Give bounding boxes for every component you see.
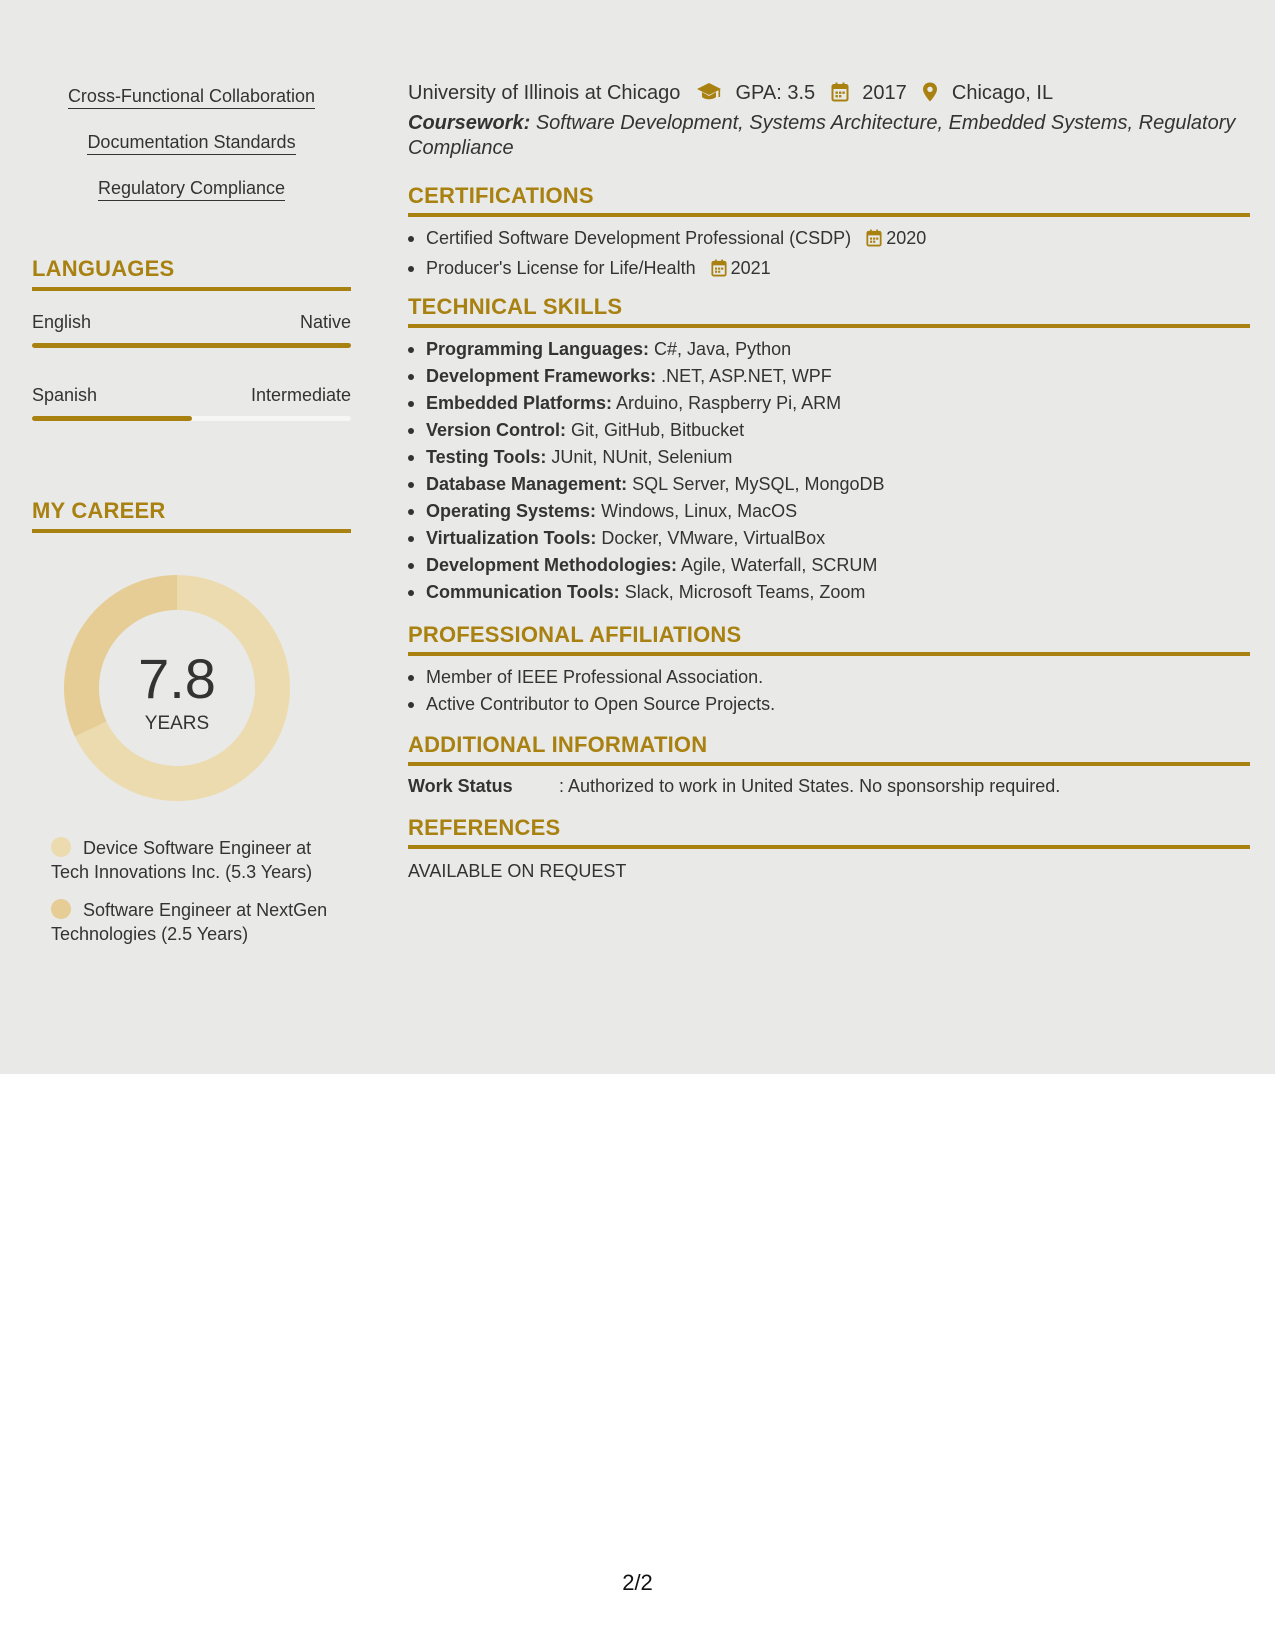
affiliation-item: Member of IEEE Professional Association. [408, 664, 1250, 691]
language-row [32, 311, 351, 348]
technical-skill-value: SQL Server, MySQL, MongoDB [632, 474, 885, 494]
technical-skill-value: Arduino, Raspberry Pi, ARM [616, 393, 842, 413]
affiliations-section [408, 622, 1250, 718]
affiliation-item: Active Contributor to Open Source Projects. [408, 691, 1250, 718]
career-total-unit: YEARS [144, 713, 210, 734]
legend-dot [51, 899, 71, 919]
language-row [32, 384, 351, 421]
technical-skill-label: Operating Systems: [426, 501, 597, 521]
technical-skill-item [408, 552, 1250, 579]
technical-skill-label: Testing Tools: [426, 447, 547, 467]
graduation-year: 2017 [862, 82, 907, 104]
affiliations-heading: PROFESSIONAL AFFILIATIONS [408, 622, 1250, 656]
career-section [32, 498, 351, 944]
technical-skill-item [408, 417, 1250, 444]
language-name: Spanish [32, 385, 98, 405]
additional-info-section [408, 732, 1250, 798]
calendar-icon [711, 258, 727, 285]
work-status-label: Work Status [408, 776, 513, 796]
skill-tag: Documentation Standards [87, 132, 295, 155]
gpa: GPA: 3.5 [735, 82, 816, 104]
language-proficiency-fill [32, 416, 192, 421]
technical-skill-label: Embedded Platforms: [426, 393, 613, 413]
technical-skill-label: Development Methodologies: [426, 555, 678, 575]
technical-skill-label: Development Frameworks: [426, 366, 657, 386]
soft-skills-list [32, 86, 351, 224]
technical-skill-label: Version Control: [426, 420, 567, 440]
career-legend-item [51, 898, 341, 946]
coursework-value: Software Development, Systems Architecture, Embedded Systems, Regulatory Compliance [408, 112, 1236, 159]
technical-skill-item [408, 444, 1250, 471]
career-total-value: 7.8 [138, 647, 216, 710]
career-legend [51, 836, 341, 960]
technical-skill-value: C#, Java, Python [654, 339, 792, 359]
technical-skill-item [408, 363, 1250, 390]
technical-skill-value: Slack, Microsoft Teams, Zoom [624, 582, 866, 602]
technical-skills-section [408, 294, 1250, 606]
language-proficiency-fill [32, 343, 351, 348]
certification-name: Certified Software Development Professional (CSDP) [426, 228, 852, 248]
page-number: 2/2 [622, 1570, 653, 1595]
school-name: University of Illinois at Chicago [408, 82, 681, 104]
legend-dot [51, 837, 71, 857]
technical-skill-item [408, 525, 1250, 552]
technical-skill-value: Windows, Linux, MacOS [601, 501, 798, 521]
certifications-heading: CERTIFICATIONS [408, 183, 1250, 217]
certification-year: 2020 [886, 228, 927, 248]
language-level: Native [299, 312, 351, 332]
coursework-label: Coursework: [408, 112, 531, 134]
school-location: Chicago, IL [951, 82, 1054, 104]
technical-skill-label: Virtualization Tools: [426, 528, 597, 548]
language-proficiency-track [32, 416, 351, 421]
graduation-cap-icon [696, 82, 722, 109]
work-status-row [408, 774, 1250, 798]
coursework [408, 111, 1250, 161]
technical-skill-item [408, 336, 1250, 363]
references-heading: REFERENCES [408, 815, 1250, 849]
technical-skill-label: Programming Languages: [426, 339, 650, 359]
technical-skill-item [408, 390, 1250, 417]
calendar-icon [866, 228, 882, 255]
technical-skill-value: Docker, VMware, VirtualBox [601, 528, 826, 548]
work-status-value: : Authorized to work in United States. No sponsorship required. [559, 776, 1061, 796]
references-section [408, 815, 1250, 883]
technical-skill-value: .NET, ASP.NET, WPF [661, 366, 832, 386]
certification-name: Producer's License for Life/Health [426, 258, 696, 278]
technical-skill-value: Agile, Waterfall, SCRUM [681, 555, 878, 575]
technical-skill-label: Communication Tools: [426, 582, 620, 602]
technical-skill-item [408, 498, 1250, 525]
career-donut-chart [64, 575, 290, 801]
references-text: AVAILABLE ON REQUEST [408, 861, 627, 881]
education-line [408, 80, 1250, 109]
skill-tag: Regulatory Compliance [98, 178, 285, 201]
technical-skill-item [408, 471, 1250, 498]
language-proficiency-track [32, 343, 351, 348]
career-legend-label: Software Engineer at NextGen Technologies (2.5 Years) [51, 900, 328, 944]
languages-section [32, 256, 351, 421]
technical-skill-value: Git, GitHub, Bitbucket [571, 420, 745, 440]
career-legend-item [51, 836, 341, 884]
certifications-section [408, 183, 1250, 285]
languages-heading: LANGUAGES [32, 256, 351, 291]
career-legend-label: Device Software Engineer at Tech Innovations Inc. (5.3 Years) [51, 838, 313, 882]
additional-info-heading: ADDITIONAL INFORMATION [408, 732, 1250, 766]
technical-skill-item [408, 579, 1250, 606]
certification-item [408, 225, 1250, 255]
certification-item [408, 255, 1250, 285]
language-level: Intermediate [250, 385, 351, 405]
career-heading: MY CAREER [32, 498, 351, 533]
technical-skill-label: Database Management: [426, 474, 628, 494]
technical-skill-value: JUnit, NUnit, Selenium [551, 447, 733, 467]
location-pin-icon [922, 82, 938, 109]
skill-tag: Cross-Functional Collaboration [68, 86, 315, 109]
language-name: English [32, 312, 92, 332]
technical-skills-heading: TECHNICAL SKILLS [408, 294, 1250, 328]
calendar-icon [831, 82, 849, 109]
certification-year: 2021 [730, 258, 771, 278]
